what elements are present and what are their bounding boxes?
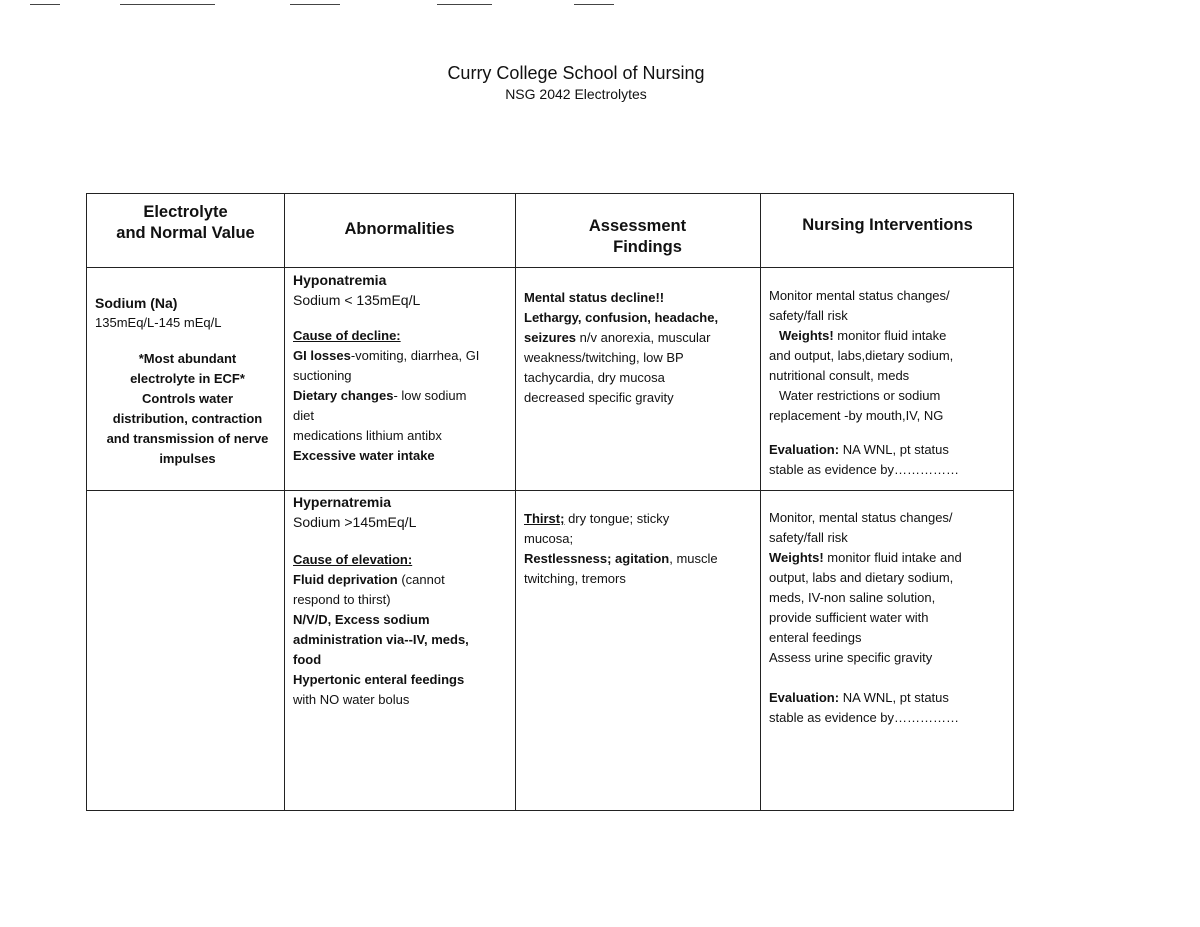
- column-divider: [760, 194, 761, 810]
- cause-text: - low sodium: [393, 388, 467, 403]
- assessment-line: weakness/twitching, low BP: [524, 350, 684, 365]
- scan-artifact: [437, 4, 492, 5]
- intervention-line: enteral feedings: [769, 630, 862, 645]
- cause-line: Hypertonic enteral feedings: [293, 672, 465, 687]
- assessment-line: decreased specific gravity: [524, 390, 674, 405]
- cause-line: [293, 386, 513, 406]
- intervention-line: [769, 548, 1013, 568]
- cause-text: -vomiting, diarrhea, GI: [350, 348, 480, 363]
- evaluation-label: Evaluation:: [769, 690, 840, 705]
- assessment-bold: seizures: [524, 330, 577, 345]
- evaluation-text: NA WNL, pt status: [839, 442, 949, 457]
- document-title: Curry College School of Nursing: [447, 63, 705, 83]
- electrolyte-note-line: electrolyte in ECF*: [130, 371, 245, 386]
- document-header: [0, 62, 1152, 104]
- scan-artifact: [290, 4, 340, 5]
- cause-text: (cannot: [397, 572, 445, 587]
- row2-assessment-cell: [524, 509, 758, 589]
- evaluation-line: [769, 440, 1013, 460]
- evaluation-line: stable as evidence by……………: [769, 462, 960, 477]
- intervention-line: safety/fall risk: [769, 308, 848, 323]
- scan-artifact: [120, 4, 215, 5]
- intervention-line: [769, 326, 1013, 346]
- document-subtitle: NSG 2042 Electrolytes: [505, 86, 647, 102]
- column-divider: [284, 194, 285, 810]
- assessment-line: [524, 509, 758, 529]
- cause-line: diet: [293, 408, 314, 423]
- electrolyte-note-line: Controls water: [141, 391, 233, 406]
- header-assessment-line-2: Findings: [613, 238, 682, 256]
- header-nursing-interventions: Nursing Interventions: [802, 216, 973, 234]
- intervention-bold: Weights!: [779, 328, 834, 343]
- intervention-line: output, labs and dietary sodium,: [769, 570, 954, 585]
- assessment-bold: Restlessness; agitation: [524, 551, 670, 566]
- row2-interventions-cell: [769, 508, 1013, 728]
- intervention-line: Monitor mental status changes/: [769, 288, 950, 303]
- evaluation-line: [769, 688, 1013, 708]
- cause-label: Dietary changes: [293, 388, 394, 403]
- assessment-text: , muscle: [669, 551, 718, 566]
- assessment-line: mucosa;: [524, 531, 574, 546]
- intervention-text: monitor fluid intake and: [823, 550, 962, 565]
- assessment-line: tachycardia, dry mucosa: [524, 370, 665, 385]
- electrolyte-note-line: impulses: [159, 451, 216, 466]
- header-electrolyte-line-1: Electrolyte: [143, 203, 228, 221]
- electrolyte-table: [86, 193, 1014, 811]
- normal-range: 135mEq/L-145 mEq/L: [95, 315, 222, 330]
- header-assessment-line-1: Assessment: [588, 217, 687, 235]
- intervention-line: Water restrictions or sodium: [779, 388, 941, 403]
- intervention-line: provide sufficient water with: [769, 610, 929, 625]
- abnormality-value: Sodium < 135mEq/L: [293, 292, 421, 308]
- assessment-line: twitching, tremors: [524, 571, 626, 586]
- assessment-line: [524, 328, 758, 348]
- assessment-bold: Thirst;: [524, 511, 565, 526]
- cause-line: administration via--IV, meds,: [293, 632, 469, 647]
- cause-line: food: [293, 652, 322, 667]
- row-divider: [87, 267, 1013, 268]
- assessment-line: Mental status decline!!: [524, 290, 665, 305]
- cause-line: medications lithium antibx: [293, 428, 442, 443]
- evaluation-label: Evaluation:: [769, 442, 840, 457]
- assessment-text: n/v anorexia, muscular: [576, 330, 711, 345]
- electrolyte-note-line: distribution, contraction: [112, 411, 263, 426]
- column-divider: [515, 194, 516, 810]
- header-electrolyte-line-2: and Normal Value: [116, 224, 255, 242]
- row1-electrolyte-cell: [95, 293, 280, 469]
- assessment-line: [524, 549, 758, 569]
- cause-label: Fluid deprivation: [293, 572, 398, 587]
- intervention-bold: Weights!: [769, 550, 824, 565]
- intervention-line: replacement -by mouth,IV, NG: [769, 408, 944, 423]
- intervention-line: safety/fall risk: [769, 530, 848, 545]
- cause-line: [293, 570, 513, 590]
- intervention-line: Assess urine specific gravity: [769, 650, 933, 665]
- cause-line: [293, 346, 513, 366]
- row1-interventions-cell: [769, 286, 1013, 480]
- intervention-line: meds, IV-non saline solution,: [769, 590, 936, 605]
- intervention-line: and output, labs,dietary sodium,: [769, 348, 954, 363]
- assessment-line: Lethargy, confusion, headache,: [524, 310, 719, 325]
- cause-heading: Cause of decline:: [293, 328, 401, 343]
- electrolyte-note-line: and transmission of nerve: [106, 431, 269, 446]
- cause-line: N/V/D, Excess sodium: [293, 612, 430, 627]
- evaluation-line: stable as evidence by……………: [769, 710, 960, 725]
- abnormality-title: Hypernatremia: [293, 494, 392, 510]
- scan-artifact: [30, 4, 60, 5]
- abnormality-title: Hyponatremia: [293, 272, 387, 288]
- cause-heading: Cause of elevation:: [293, 552, 413, 567]
- cause-line: Excessive water intake: [293, 448, 435, 463]
- row1-abnormality-cell: [293, 270, 513, 466]
- electrolyte-note-line: *Most abundant: [138, 351, 237, 366]
- cause-line: with NO water bolus: [293, 692, 410, 707]
- intervention-text: monitor fluid intake: [833, 328, 947, 343]
- abnormality-value: Sodium >145mEq/L: [293, 514, 417, 530]
- scan-artifact: [574, 4, 614, 5]
- row-divider: [87, 490, 1013, 491]
- cause-label: GI losses: [293, 348, 351, 363]
- row1-assessment-cell: [524, 288, 758, 408]
- row2-abnormality-cell: [293, 492, 513, 710]
- electrolyte-name: Sodium (Na): [95, 295, 178, 311]
- assessment-text: dry tongue; sticky: [564, 511, 670, 526]
- cause-line: suctioning: [293, 368, 352, 383]
- intervention-line: Monitor, mental status changes/: [769, 510, 953, 525]
- header-assessment: [515, 216, 760, 258]
- header-electrolyte: [87, 202, 284, 244]
- intervention-line: nutritional consult, meds: [769, 368, 910, 383]
- header-abnormalities: Abnormalities: [344, 220, 455, 238]
- evaluation-text: NA WNL, pt status: [839, 690, 949, 705]
- cause-line: respond to thirst): [293, 592, 391, 607]
